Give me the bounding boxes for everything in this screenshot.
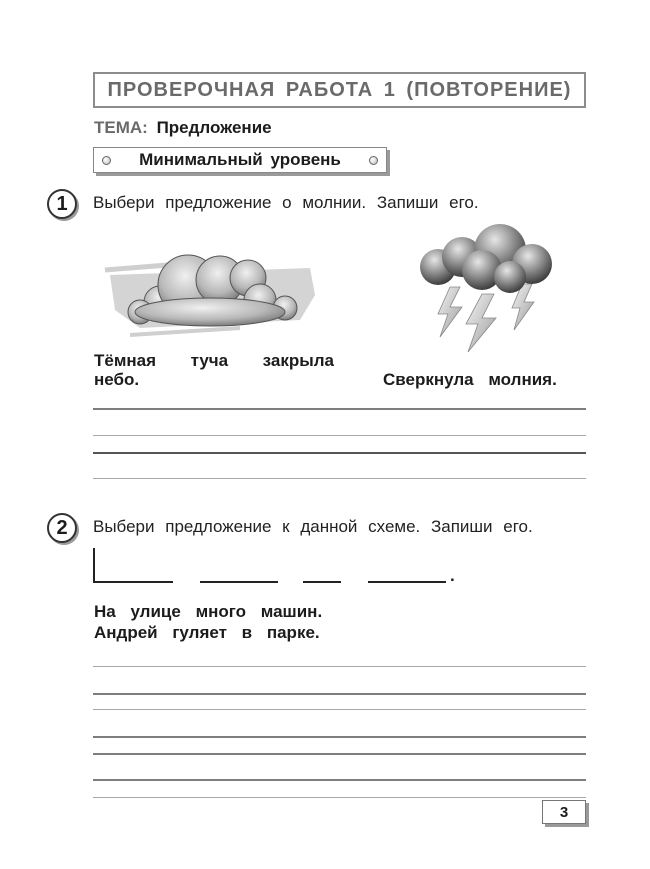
bullet-icon	[102, 156, 111, 165]
cloud-illustration	[100, 240, 325, 340]
task-2-instruction: Выбери предложение к данной схеме. Запиши его.	[93, 517, 533, 536]
answer-line[interactable]	[93, 478, 586, 479]
lightning-cloud-icon	[410, 222, 560, 357]
answer-line[interactable]	[93, 797, 586, 798]
answer-line[interactable]	[93, 693, 586, 695]
topic-value: Предложение	[156, 118, 272, 137]
cloud-icon	[100, 240, 325, 340]
scheme-period: .	[450, 566, 455, 585]
thundercloud-illustration	[410, 222, 560, 357]
scheme-word-4	[368, 581, 446, 583]
level-label: Минимальный уровень	[139, 150, 341, 169]
level-badge	[93, 147, 387, 173]
task-1-instruction: Выбери предложение о молнии. Запиши его.	[93, 193, 479, 212]
answer-line[interactable]	[93, 709, 586, 710]
task-1-option-b: Сверкнула молния.	[383, 370, 557, 389]
task-number-2: 2	[47, 513, 77, 543]
scheme-word-2	[200, 581, 278, 583]
answer-line[interactable]	[93, 666, 586, 667]
task-number-1: 1	[47, 189, 77, 219]
task-2-option-a: На улице много машин.	[94, 602, 323, 621]
task-1-option-a	[94, 351, 334, 389]
topic	[94, 118, 272, 138]
bullet-icon	[369, 156, 378, 165]
option-a-line-2: небо.	[94, 370, 140, 389]
answer-line[interactable]	[93, 779, 586, 781]
option-a-line-1: Тёмная туча закрыла	[94, 351, 334, 370]
answer-line[interactable]	[93, 736, 586, 738]
sentence-scheme	[93, 548, 473, 588]
task-2-option-b: Андрей гуляет в парке.	[94, 623, 320, 642]
answer-line[interactable]	[93, 435, 586, 436]
scheme-word-1	[93, 581, 173, 583]
answer-line[interactable]	[93, 408, 586, 410]
scheme-capital-mark	[93, 548, 95, 582]
answer-line[interactable]	[93, 753, 586, 755]
answer-line[interactable]	[93, 452, 586, 454]
page-number: 3	[542, 800, 586, 824]
topic-label: ТЕМА:	[94, 118, 148, 137]
scheme-word-3	[303, 581, 341, 583]
worksheet-title: ПРОВЕРОЧНАЯ РАБОТА 1 (ПОВТОРЕНИЕ)	[93, 72, 586, 108]
